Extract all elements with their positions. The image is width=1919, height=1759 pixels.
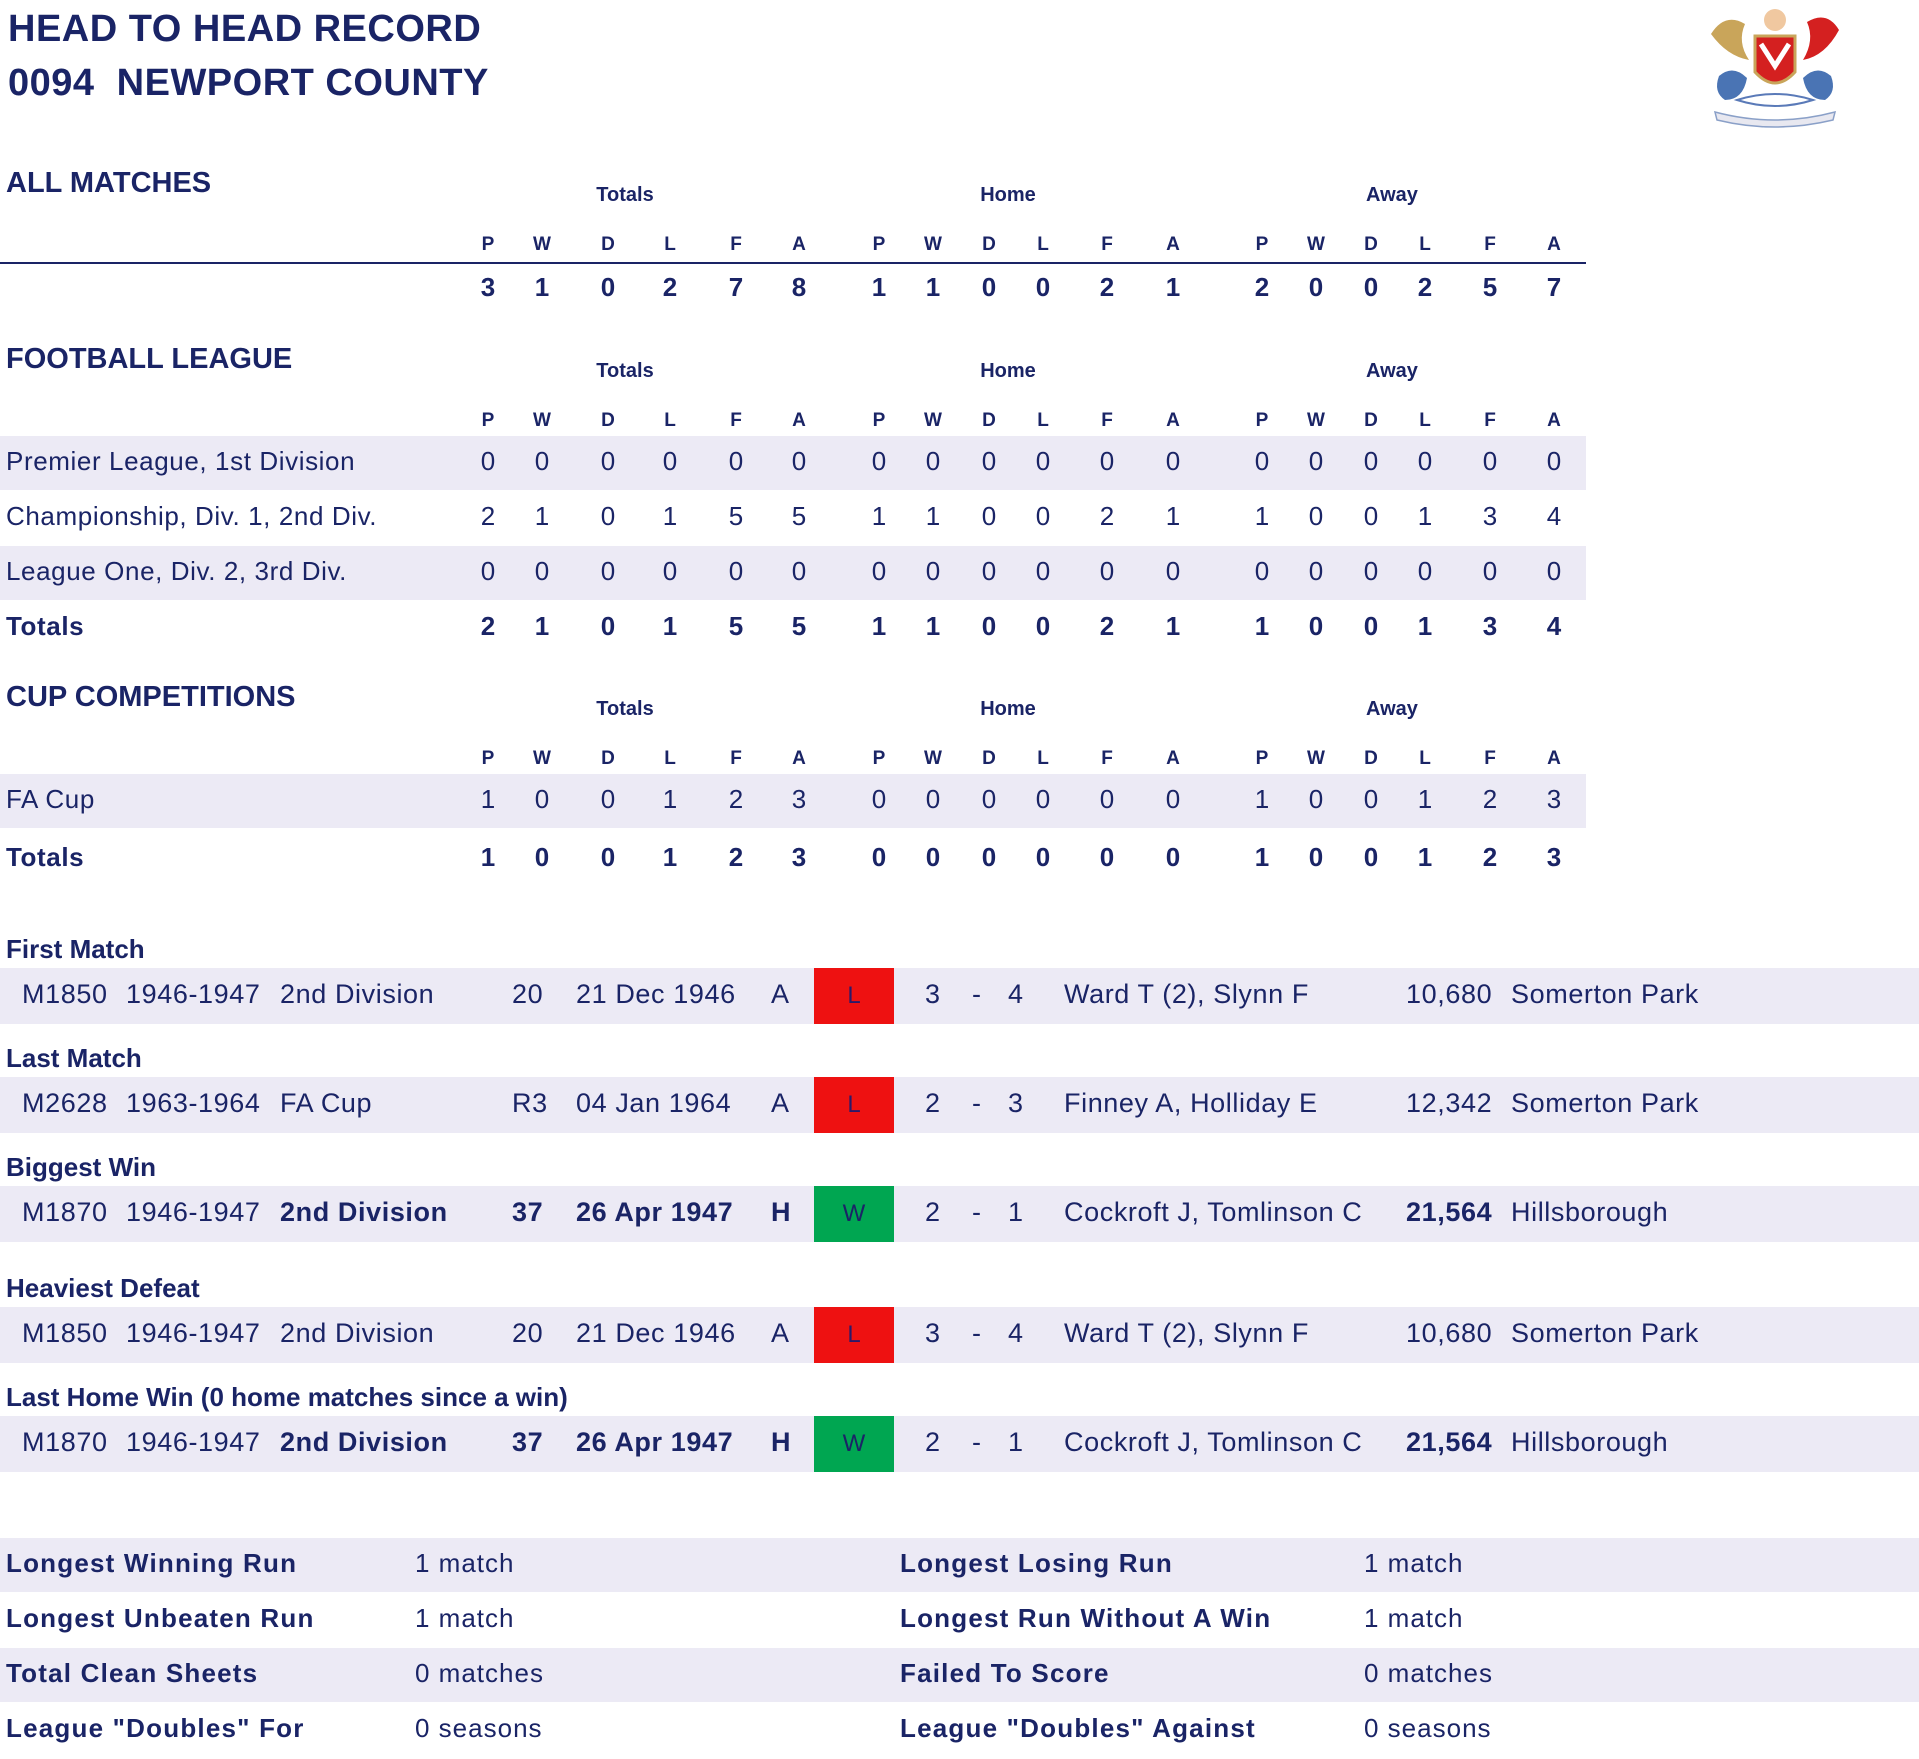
match-attendance: 21,564 bbox=[1406, 1197, 1493, 1227]
stat-value: 0 bbox=[1035, 784, 1051, 814]
totals-label: Totals bbox=[6, 842, 85, 872]
stat-value: 0 bbox=[871, 446, 887, 476]
stat-value: 0 bbox=[925, 784, 941, 814]
column-header-p: P bbox=[1255, 234, 1269, 255]
stat-value: 0 bbox=[1308, 784, 1324, 814]
stat-value: 0 bbox=[1417, 446, 1433, 476]
column-header-l: L bbox=[1037, 748, 1049, 769]
match-code: M2628 bbox=[22, 1088, 108, 1118]
stat-value: 1 bbox=[534, 611, 550, 641]
column-header-l: L bbox=[1037, 234, 1049, 255]
stat-value: 1 bbox=[871, 272, 887, 302]
stat-value: 0 bbox=[1363, 611, 1379, 641]
stat-value: 3 bbox=[791, 842, 807, 872]
stat-value: 3 bbox=[480, 272, 496, 302]
section-heading-all-matches: ALL MATCHES bbox=[6, 167, 212, 199]
stat-value: 0 bbox=[1363, 446, 1379, 476]
column-header-a: A bbox=[1166, 748, 1180, 769]
match-venue: H bbox=[771, 1427, 792, 1457]
match-date: 04 Jan 1964 bbox=[576, 1088, 732, 1118]
summary-label: League "Doubles" For bbox=[6, 1713, 305, 1743]
stat-value: 0 bbox=[1165, 556, 1181, 586]
stat-value: 2 bbox=[1482, 784, 1498, 814]
column-header-a: A bbox=[1547, 410, 1561, 431]
match-season: 1946-1947 bbox=[126, 1318, 261, 1348]
column-group-home: Home bbox=[980, 698, 1036, 720]
stat-value: 0 bbox=[925, 842, 941, 872]
column-group-home: Home bbox=[980, 360, 1036, 382]
stat-value: 8 bbox=[791, 272, 807, 302]
score-separator: - bbox=[972, 1427, 982, 1457]
column-header-w: W bbox=[1307, 234, 1325, 255]
stat-value: 1 bbox=[1165, 272, 1181, 302]
stat-value: 5 bbox=[728, 611, 744, 641]
column-header-w: W bbox=[924, 410, 942, 431]
column-header-l: L bbox=[1419, 234, 1431, 255]
score-for: 3 bbox=[925, 979, 941, 1009]
stat-value: 5 bbox=[791, 611, 807, 641]
stat-value: 3 bbox=[1546, 842, 1562, 872]
summary-value: 1 match bbox=[1364, 1603, 1464, 1633]
column-header-p: P bbox=[872, 748, 886, 769]
stat-value: 0 bbox=[1035, 501, 1051, 531]
stat-value: 0 bbox=[1546, 556, 1562, 586]
summary-value: 0 seasons bbox=[1364, 1713, 1492, 1743]
column-header-w: W bbox=[533, 234, 551, 255]
match-attendance: 21,564 bbox=[1406, 1427, 1493, 1457]
stat-value: 0 bbox=[1254, 556, 1270, 586]
column-group-away: Away bbox=[1366, 360, 1418, 382]
column-header-d: D bbox=[982, 748, 996, 769]
column-header-p: P bbox=[481, 234, 495, 255]
score-for: 3 bbox=[925, 1318, 941, 1348]
stat-value: 0 bbox=[1308, 842, 1324, 872]
column-header-w: W bbox=[533, 410, 551, 431]
stat-value: 0 bbox=[1308, 501, 1324, 531]
score-against: 1 bbox=[1008, 1427, 1024, 1457]
stat-value: 1 bbox=[925, 611, 941, 641]
stat-value: 0 bbox=[1099, 842, 1115, 872]
stat-value: 0 bbox=[480, 446, 496, 476]
summary-value: 1 match bbox=[1364, 1548, 1464, 1578]
column-group-totals: Totals bbox=[596, 698, 654, 720]
match-date: 26 Apr 1947 bbox=[576, 1427, 734, 1457]
column-header-f: F bbox=[1484, 748, 1496, 769]
stat-value: 1 bbox=[480, 842, 496, 872]
stat-value: 0 bbox=[981, 446, 997, 476]
stat-value: 0 bbox=[1546, 446, 1562, 476]
summary-value: 0 matches bbox=[1364, 1658, 1493, 1688]
stat-value: 1 bbox=[1417, 501, 1433, 531]
stat-value: 2 bbox=[1254, 272, 1270, 302]
summary-label: Total Clean Sheets bbox=[6, 1658, 259, 1688]
stat-value: 0 bbox=[981, 784, 997, 814]
stat-value: 1 bbox=[662, 501, 678, 531]
column-header-d: D bbox=[601, 748, 615, 769]
stat-value: 0 bbox=[1308, 556, 1324, 586]
match-heading: Last Match bbox=[6, 1043, 142, 1073]
column-header-p: P bbox=[481, 748, 495, 769]
stat-value: 0 bbox=[1363, 272, 1379, 302]
stat-value: 0 bbox=[1482, 556, 1498, 586]
stat-value: 0 bbox=[662, 446, 678, 476]
stat-value: 1 bbox=[871, 611, 887, 641]
stat-value: 1 bbox=[1417, 784, 1433, 814]
stat-value: 0 bbox=[1363, 501, 1379, 531]
stat-value: 1 bbox=[480, 784, 496, 814]
summary-label: League "Doubles" Against bbox=[900, 1713, 1256, 1743]
stat-value: 0 bbox=[1035, 446, 1051, 476]
column-header-f: F bbox=[1101, 748, 1113, 769]
stat-value: 2 bbox=[1482, 842, 1498, 872]
stat-value: 3 bbox=[791, 784, 807, 814]
column-header-a: A bbox=[1166, 410, 1180, 431]
match-competition: 2nd Division bbox=[280, 1318, 435, 1348]
column-group-totals: Totals bbox=[596, 360, 654, 382]
stat-value: 0 bbox=[480, 556, 496, 586]
match-competition: 2nd Division bbox=[280, 1197, 448, 1227]
stat-value: 0 bbox=[1308, 272, 1324, 302]
stat-value: 5 bbox=[1482, 272, 1498, 302]
summary-label: Longest Winning Run bbox=[6, 1548, 298, 1578]
stat-value: 4 bbox=[1546, 611, 1562, 641]
result-badge: W bbox=[814, 1416, 894, 1472]
match-date: 26 Apr 1947 bbox=[576, 1197, 734, 1227]
match-competition: FA Cup bbox=[280, 1088, 373, 1118]
match-scorers: Finney A, Holliday E bbox=[1064, 1088, 1318, 1118]
column-header-a: A bbox=[1166, 234, 1180, 255]
stat-value: 3 bbox=[1482, 611, 1498, 641]
score-against: 1 bbox=[1008, 1197, 1024, 1227]
stat-value: 0 bbox=[871, 784, 887, 814]
league-row-label: League One, Div. 2, 3rd Div. bbox=[6, 556, 347, 586]
stat-value: 2 bbox=[728, 842, 744, 872]
column-header-d: D bbox=[1364, 748, 1378, 769]
score-separator: - bbox=[972, 1197, 982, 1227]
match-ground: Hillsborough bbox=[1511, 1427, 1669, 1457]
score-for: 2 bbox=[925, 1197, 941, 1227]
section-heading-football-league: FOOTBALL LEAGUE bbox=[6, 343, 293, 375]
stat-value: 0 bbox=[1363, 842, 1379, 872]
stat-value: 2 bbox=[728, 784, 744, 814]
match-heading: Biggest Win bbox=[6, 1152, 156, 1182]
match-scorers: Ward T (2), Slynn F bbox=[1064, 1318, 1309, 1348]
match-venue: A bbox=[771, 1088, 790, 1118]
stat-value: 0 bbox=[534, 842, 550, 872]
stat-value: 1 bbox=[1254, 784, 1270, 814]
column-header-a: A bbox=[792, 748, 806, 769]
summary-label: Failed To Score bbox=[900, 1658, 1110, 1688]
match-ground: Somerton Park bbox=[1511, 979, 1699, 1009]
column-header-w: W bbox=[924, 234, 942, 255]
score-for: 2 bbox=[925, 1088, 941, 1118]
stat-value: 3 bbox=[1546, 784, 1562, 814]
stat-value: 2 bbox=[480, 611, 496, 641]
match-venue: A bbox=[771, 1318, 790, 1348]
club-crest-icon bbox=[1703, 4, 1847, 128]
stat-value: 0 bbox=[534, 784, 550, 814]
stat-value: 0 bbox=[981, 842, 997, 872]
stat-value: 0 bbox=[791, 556, 807, 586]
stat-value: 1 bbox=[1417, 611, 1433, 641]
summary-value: 1 match bbox=[415, 1548, 515, 1578]
stat-value: 1 bbox=[1254, 842, 1270, 872]
stat-value: 4 bbox=[1546, 501, 1562, 531]
column-group-home: Home bbox=[980, 184, 1036, 206]
stat-value: 0 bbox=[981, 611, 997, 641]
result-badge: L bbox=[814, 1307, 894, 1363]
stat-value: 0 bbox=[925, 446, 941, 476]
stat-value: 0 bbox=[600, 501, 616, 531]
stat-value: 0 bbox=[1035, 556, 1051, 586]
summary-value: 0 matches bbox=[415, 1658, 544, 1688]
column-group-away: Away bbox=[1366, 698, 1418, 720]
match-scorers: Cockroft J, Tomlinson C bbox=[1064, 1197, 1363, 1227]
summary-label: Longest Losing Run bbox=[900, 1548, 1173, 1578]
match-round: 20 bbox=[512, 1318, 544, 1348]
stat-value: 0 bbox=[871, 842, 887, 872]
stat-value: 0 bbox=[600, 784, 616, 814]
column-header-f: F bbox=[1484, 410, 1496, 431]
match-venue: H bbox=[771, 1197, 792, 1227]
match-season: 1946-1947 bbox=[126, 979, 261, 1009]
column-header-a: A bbox=[792, 234, 806, 255]
score-separator: - bbox=[972, 1088, 982, 1118]
match-code: M1850 bbox=[22, 1318, 108, 1348]
column-header-p: P bbox=[872, 234, 886, 255]
stat-value: 2 bbox=[480, 501, 496, 531]
stat-value: 0 bbox=[1363, 556, 1379, 586]
stat-value: 0 bbox=[1165, 446, 1181, 476]
match-code: M1870 bbox=[22, 1427, 108, 1457]
column-header-a: A bbox=[792, 410, 806, 431]
stat-value: 1 bbox=[662, 784, 678, 814]
stat-value: 0 bbox=[1308, 611, 1324, 641]
score-separator: - bbox=[972, 979, 982, 1009]
column-header-l: L bbox=[1419, 410, 1431, 431]
summary-label: Longest Run Without A Win bbox=[900, 1603, 1272, 1633]
result-badge: W bbox=[814, 1186, 894, 1242]
stat-value: 0 bbox=[1035, 272, 1051, 302]
match-round: R3 bbox=[512, 1088, 548, 1118]
column-header-f: F bbox=[730, 410, 742, 431]
column-header-p: P bbox=[481, 410, 495, 431]
header-rule bbox=[0, 262, 1586, 264]
league-row-label: Championship, Div. 1, 2nd Div. bbox=[6, 501, 378, 531]
match-season: 1946-1947 bbox=[126, 1197, 261, 1227]
column-header-w: W bbox=[924, 748, 942, 769]
match-heading: First Match bbox=[6, 934, 145, 964]
match-date: 21 Dec 1946 bbox=[576, 1318, 736, 1348]
score-against: 4 bbox=[1008, 1318, 1024, 1348]
stat-value: 1 bbox=[534, 272, 550, 302]
column-header-w: W bbox=[533, 748, 551, 769]
match-scorers: Ward T (2), Slynn F bbox=[1064, 979, 1309, 1009]
stat-value: 2 bbox=[1099, 611, 1115, 641]
column-header-d: D bbox=[1364, 410, 1378, 431]
summary-value: 1 match bbox=[415, 1603, 515, 1633]
stat-value: 0 bbox=[1035, 842, 1051, 872]
stat-value: 0 bbox=[1165, 784, 1181, 814]
stat-value: 0 bbox=[728, 446, 744, 476]
column-header-l: L bbox=[664, 410, 676, 431]
league-row-label: Premier League, 1st Division bbox=[6, 446, 356, 476]
stat-value: 5 bbox=[791, 501, 807, 531]
column-group-away: Away bbox=[1366, 184, 1418, 206]
stat-value: 7 bbox=[1546, 272, 1562, 302]
stat-value: 0 bbox=[1482, 446, 1498, 476]
stat-value: 0 bbox=[871, 556, 887, 586]
stat-value: 0 bbox=[1165, 842, 1181, 872]
stat-value: 0 bbox=[925, 556, 941, 586]
column-header-p: P bbox=[1255, 410, 1269, 431]
stat-value: 0 bbox=[1363, 784, 1379, 814]
stat-value: 1 bbox=[1417, 842, 1433, 872]
match-venue: A bbox=[771, 979, 790, 1009]
score-against: 3 bbox=[1008, 1088, 1024, 1118]
stat-value: 0 bbox=[1099, 556, 1115, 586]
match-ground: Somerton Park bbox=[1511, 1318, 1699, 1348]
score-for: 2 bbox=[925, 1427, 941, 1457]
column-header-w: W bbox=[1307, 748, 1325, 769]
stat-value: 1 bbox=[1254, 501, 1270, 531]
match-season: 1963-1964 bbox=[126, 1088, 261, 1118]
stat-value: 0 bbox=[600, 556, 616, 586]
section-heading-cup-competitions: CUP COMPETITIONS bbox=[6, 681, 296, 713]
stat-value: 1 bbox=[925, 272, 941, 302]
stat-value: 7 bbox=[728, 272, 744, 302]
score-separator: - bbox=[972, 1318, 982, 1348]
column-header-d: D bbox=[601, 410, 615, 431]
match-ground: Somerton Park bbox=[1511, 1088, 1699, 1118]
column-header-p: P bbox=[1255, 748, 1269, 769]
column-header-l: L bbox=[1419, 748, 1431, 769]
stat-value: 2 bbox=[662, 272, 678, 302]
match-date: 21 Dec 1946 bbox=[576, 979, 736, 1009]
stat-value: 3 bbox=[1482, 501, 1498, 531]
score-against: 4 bbox=[1008, 979, 1024, 1009]
match-round: 37 bbox=[512, 1197, 544, 1227]
column-header-a: A bbox=[1547, 748, 1561, 769]
column-header-d: D bbox=[1364, 234, 1378, 255]
stat-value: 1 bbox=[1254, 611, 1270, 641]
stat-value: 1 bbox=[662, 842, 678, 872]
column-header-f: F bbox=[730, 748, 742, 769]
stat-value: 0 bbox=[1308, 446, 1324, 476]
match-round: 20 bbox=[512, 979, 544, 1009]
column-header-p: P bbox=[872, 410, 886, 431]
column-header-f: F bbox=[730, 234, 742, 255]
column-header-f: F bbox=[1101, 234, 1113, 255]
stat-value: 0 bbox=[981, 501, 997, 531]
column-group-totals: Totals bbox=[596, 184, 654, 206]
column-header-l: L bbox=[664, 234, 676, 255]
stat-value: 1 bbox=[1165, 501, 1181, 531]
stat-value: 0 bbox=[1035, 611, 1051, 641]
stat-value: 1 bbox=[871, 501, 887, 531]
column-header-d: D bbox=[982, 410, 996, 431]
stat-value: 0 bbox=[981, 556, 997, 586]
stat-value: 0 bbox=[1099, 446, 1115, 476]
match-ground: Hillsborough bbox=[1511, 1197, 1669, 1227]
totals-label: Totals bbox=[6, 611, 85, 641]
stat-value: 0 bbox=[600, 446, 616, 476]
result-badge: L bbox=[814, 968, 894, 1024]
column-header-f: F bbox=[1484, 234, 1496, 255]
match-attendance: 10,680 bbox=[1406, 979, 1493, 1009]
stat-value: 2 bbox=[1417, 272, 1433, 302]
match-attendance: 10,680 bbox=[1406, 1318, 1493, 1348]
stat-value: 0 bbox=[534, 556, 550, 586]
stat-value: 1 bbox=[662, 611, 678, 641]
stat-value: 0 bbox=[534, 446, 550, 476]
match-round: 37 bbox=[512, 1427, 544, 1457]
stat-value: 1 bbox=[925, 501, 941, 531]
stat-value: 2 bbox=[1099, 501, 1115, 531]
stat-value: 1 bbox=[534, 501, 550, 531]
stat-value: 5 bbox=[728, 501, 744, 531]
column-header-w: W bbox=[1307, 410, 1325, 431]
match-competition: 2nd Division bbox=[280, 979, 435, 1009]
match-heading: Heaviest Defeat bbox=[6, 1273, 200, 1303]
match-competition: 2nd Division bbox=[280, 1427, 448, 1457]
match-attendance: 12,342 bbox=[1406, 1088, 1493, 1118]
summary-value: 0 seasons bbox=[415, 1713, 543, 1743]
column-header-a: A bbox=[1547, 234, 1561, 255]
stat-value: 2 bbox=[1099, 272, 1115, 302]
stat-value: 0 bbox=[1099, 784, 1115, 814]
column-header-d: D bbox=[982, 234, 996, 255]
page-title: HEAD TO HEAD RECORD bbox=[8, 8, 482, 50]
page-subtitle: 0094 NEWPORT COUNTY bbox=[8, 62, 489, 104]
column-header-l: L bbox=[664, 748, 676, 769]
match-heading: Last Home Win (0 home matches since a win) bbox=[6, 1382, 568, 1412]
stat-value: 0 bbox=[600, 272, 616, 302]
match-code: M1870 bbox=[22, 1197, 108, 1227]
stat-value: 1 bbox=[1165, 611, 1181, 641]
column-header-d: D bbox=[601, 234, 615, 255]
stat-value: 0 bbox=[1417, 556, 1433, 586]
match-scorers: Cockroft J, Tomlinson C bbox=[1064, 1427, 1363, 1457]
cup-row-label: FA Cup bbox=[6, 784, 95, 814]
stat-value: 0 bbox=[662, 556, 678, 586]
match-code: M1850 bbox=[22, 979, 108, 1009]
stat-value: 0 bbox=[600, 842, 616, 872]
match-season: 1946-1947 bbox=[126, 1427, 261, 1457]
column-header-f: F bbox=[1101, 410, 1113, 431]
stat-value: 0 bbox=[1254, 446, 1270, 476]
stat-value: 0 bbox=[600, 611, 616, 641]
column-header-l: L bbox=[1037, 410, 1049, 431]
stat-value: 0 bbox=[728, 556, 744, 586]
stat-value: 0 bbox=[791, 446, 807, 476]
summary-label: Longest Unbeaten Run bbox=[6, 1603, 315, 1633]
result-badge: L bbox=[814, 1077, 894, 1133]
stat-value: 0 bbox=[981, 272, 997, 302]
